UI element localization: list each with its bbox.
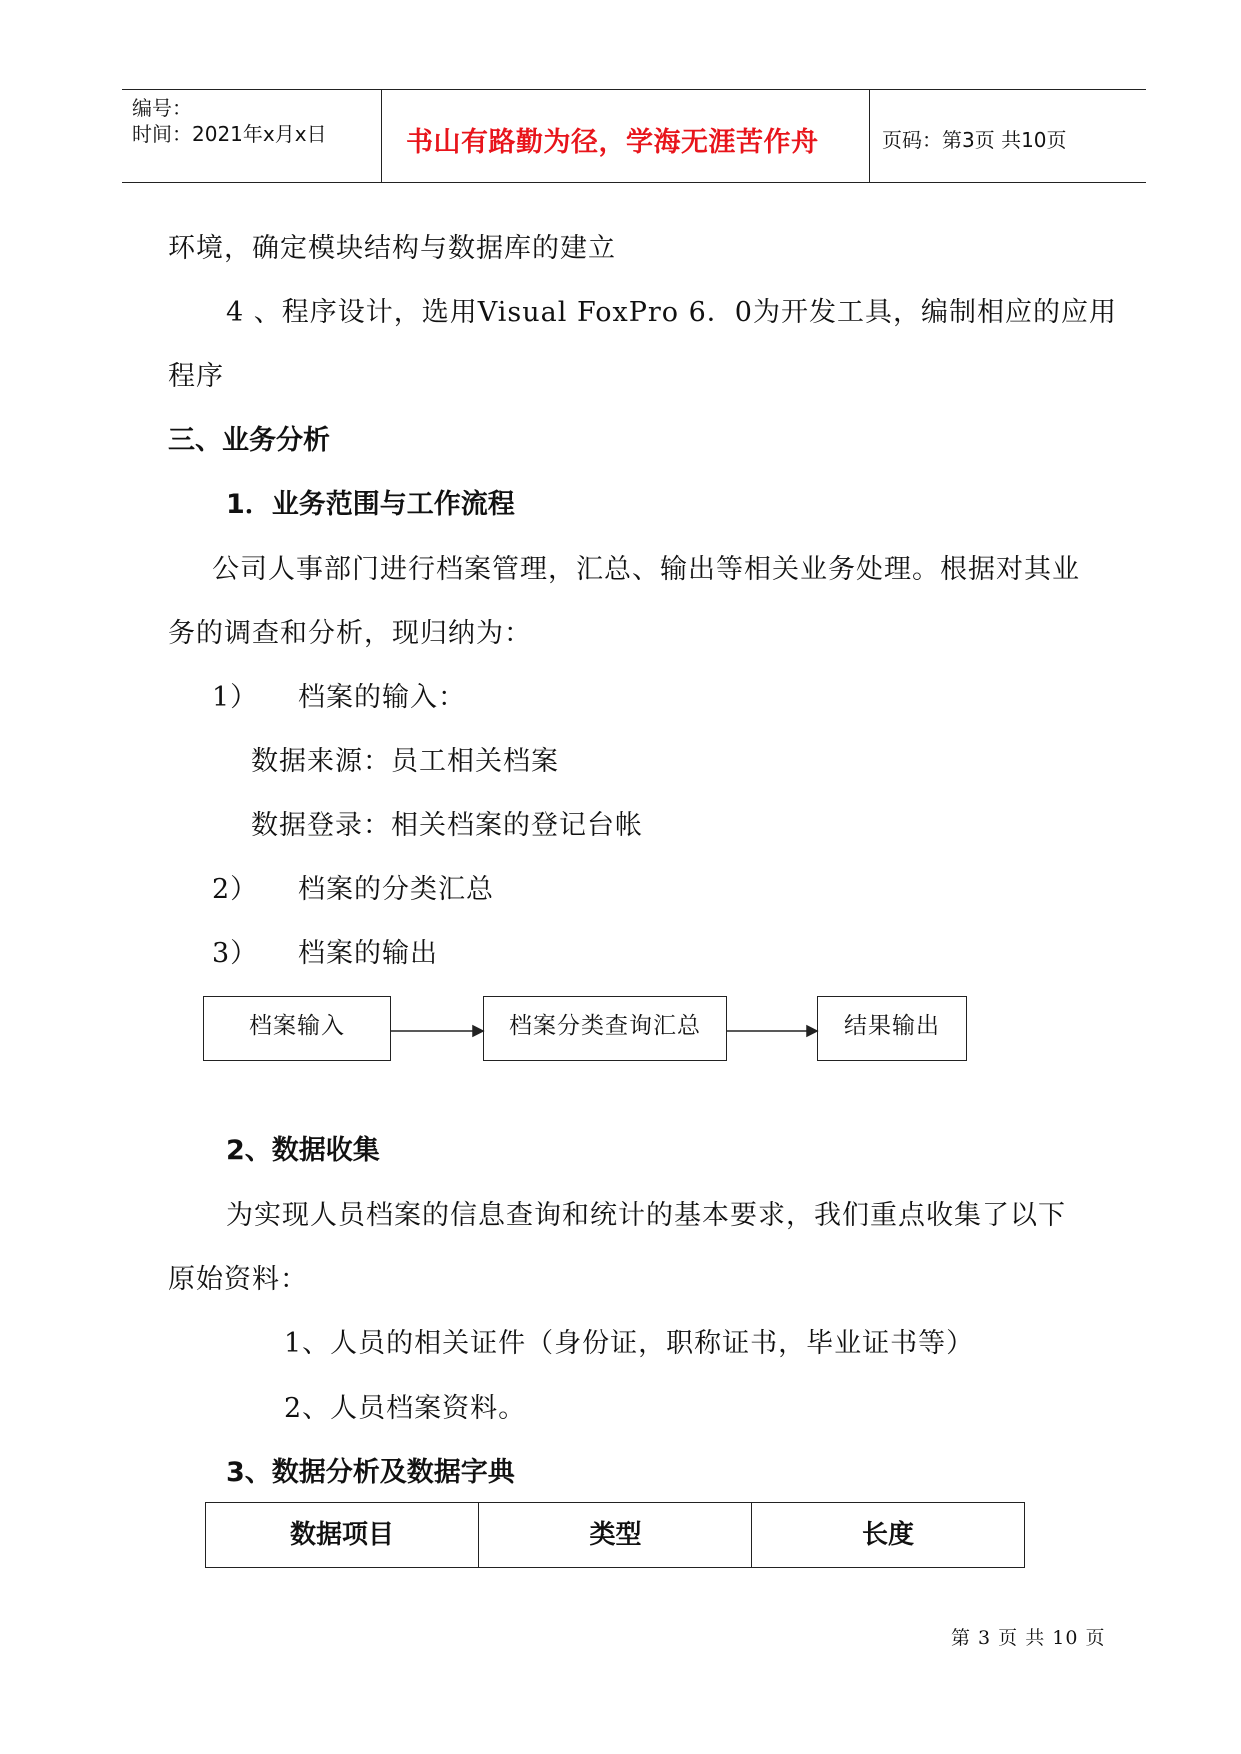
header-motto: 书山有路勤为径，学海无涯苦作舟 <box>406 127 819 158</box>
list-item-1-sub-1: 数据来源：员工相关档案 <box>251 746 559 777</box>
list-item-3-text: 档案的输出 <box>298 938 438 969</box>
page-footer: 第 3 页 共 10 页 <box>951 1627 1106 1649</box>
paragraph-2-line-2: 原始资料： <box>168 1264 308 1295</box>
section-3-title: 三、业务分析 <box>168 425 330 456</box>
paragraph-2-line-1: 为实现人员档案的信息查询和统计的基本要求，我们重点收集了以下 <box>226 1200 1066 1231</box>
paragraph-1-line-1: 公司人事部门进行档案管理，汇总、输出等相关业务处理。根据对其业 <box>212 554 1080 585</box>
flow-box-output-label: 结果输出 <box>844 1013 940 1039</box>
flow-box-summary-label: 档案分类查询汇总 <box>509 1013 701 1039</box>
list-item-2-number: 2） <box>212 874 259 905</box>
subsection-3-title: 3、数据分析及数据字典 <box>226 1457 515 1488</box>
table-header-type: 类型 <box>478 1503 752 1567</box>
data-dictionary-table <box>205 1502 1025 1568</box>
doc-time-label: 时间：2021年x月x日 <box>132 122 327 146</box>
header-page-info: 页码：第3页 共10页 <box>882 128 1067 152</box>
flow-box-input-label: 档案输入 <box>249 1013 345 1039</box>
body-line-1: 环境，确定模块结构与数据库的建立 <box>168 233 616 264</box>
doc-number-label: 编号： <box>132 96 192 120</box>
flow-arrow-2-head <box>807 1026 817 1036</box>
subsection-2-title: 2、数据收集 <box>226 1135 380 1166</box>
table-header-item: 数据项目 <box>289 1520 394 1550</box>
list-item-3-number: 3） <box>212 938 259 969</box>
body-line-2: 4 、程序设计，选用Visual FoxPro 6．0为开发工具，编制相应的应用 <box>226 297 1117 328</box>
subsection-1-title: 1．业务范围与工作流程 <box>226 489 515 520</box>
list-item-1-text: 档案的输入： <box>298 682 466 713</box>
paragraph-1-line-2: 务的调查和分析，现归纳为： <box>168 618 532 649</box>
collect-item-2: 2、人员档案资料。 <box>284 1393 527 1424</box>
body-line-3: 程序 <box>168 361 224 392</box>
list-item-1-sub-2: 数据登录：相关档案的登记台帐 <box>251 810 643 841</box>
collect-item-1: 1、人员的相关证件（身份证，职称证书，毕业证书等） <box>284 1328 975 1359</box>
list-item-2-text: 档案的分类汇总 <box>298 874 494 905</box>
list-item-1-number: 1） <box>212 682 259 713</box>
table-header-length: 长度 <box>751 1503 1024 1567</box>
flow-arrow-1-head <box>473 1026 483 1036</box>
